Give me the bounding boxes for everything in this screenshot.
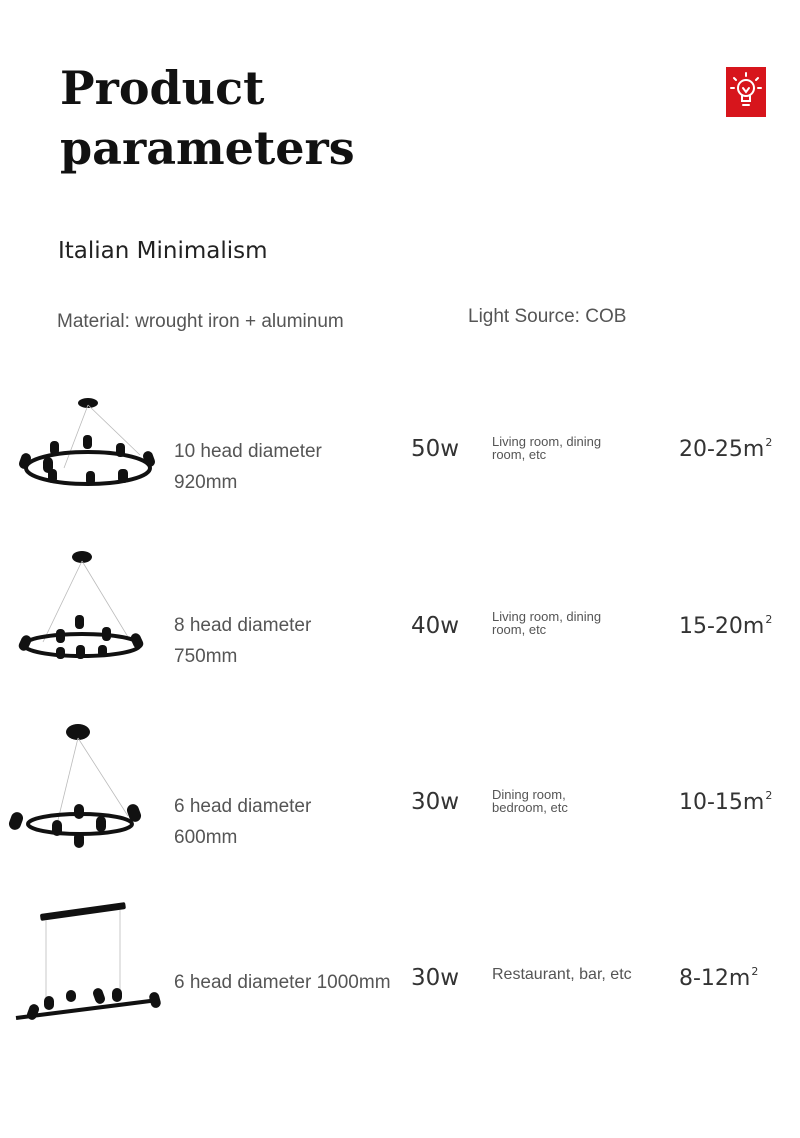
area-unit: 2 bbox=[751, 965, 759, 978]
lightbulb-icon bbox=[726, 67, 766, 117]
product-description bbox=[174, 610, 374, 672]
room-line: bedroom, etc bbox=[492, 800, 568, 815]
title-line-2: parameters bbox=[60, 121, 355, 175]
product-row bbox=[0, 393, 800, 533]
wattage: 30w bbox=[411, 965, 460, 991]
ring-chandelier-6-head-icon bbox=[8, 720, 168, 860]
product-row bbox=[0, 720, 800, 860]
room-line: Living room, dining bbox=[492, 434, 602, 449]
coverage-area bbox=[679, 613, 772, 639]
room-usage bbox=[492, 968, 642, 981]
area-unit: 2 bbox=[765, 789, 773, 802]
coverage-area bbox=[679, 789, 772, 815]
room-line: Restaurant, bar, etc bbox=[492, 966, 632, 983]
area-value: 15-20m bbox=[679, 614, 765, 639]
light-source-spec: Light Source: COB bbox=[468, 306, 627, 327]
area-value: 20-25m bbox=[679, 437, 765, 462]
room-usage bbox=[492, 788, 642, 814]
description-line: 920mm bbox=[174, 472, 238, 493]
coverage-area bbox=[679, 965, 758, 991]
area-unit: 2 bbox=[765, 613, 773, 626]
style-name: Italian Minimalism bbox=[58, 238, 268, 264]
room-line: room, etc bbox=[492, 622, 547, 637]
wattage: 40w bbox=[411, 613, 460, 639]
product-row bbox=[0, 545, 800, 685]
room-usage bbox=[492, 610, 642, 636]
room-line: Dining room, bbox=[492, 787, 566, 802]
page-title bbox=[60, 58, 460, 178]
ring-chandelier-8-head-icon bbox=[8, 545, 168, 685]
room-usage bbox=[492, 435, 642, 461]
room-line: Living room, dining bbox=[492, 609, 602, 624]
title-line-1: Product bbox=[60, 61, 265, 115]
room-line: room, etc bbox=[492, 447, 547, 462]
linear-chandelier-6-head-icon bbox=[8, 900, 168, 1040]
description-line: 6 head diameter 600mm bbox=[174, 796, 312, 848]
product-description bbox=[174, 967, 404, 998]
product-row bbox=[0, 900, 800, 1040]
area-value: 10-15m bbox=[679, 790, 765, 815]
ring-chandelier-10-head-icon bbox=[8, 393, 168, 533]
description-line: 10 head diameter bbox=[174, 441, 322, 462]
description-line: 6 head diameter 1000mm bbox=[174, 972, 391, 993]
material-spec: Material: wrought iron + aluminum bbox=[57, 311, 344, 332]
area-value: 8-12m bbox=[679, 966, 751, 991]
product-description bbox=[174, 791, 374, 853]
wattage: 30w bbox=[411, 789, 460, 815]
area-unit: 2 bbox=[765, 436, 773, 449]
coverage-area bbox=[679, 436, 772, 462]
wattage: 50w bbox=[411, 436, 460, 462]
product-description bbox=[174, 436, 374, 498]
description-line: 8 head diameter 750mm bbox=[174, 615, 312, 667]
